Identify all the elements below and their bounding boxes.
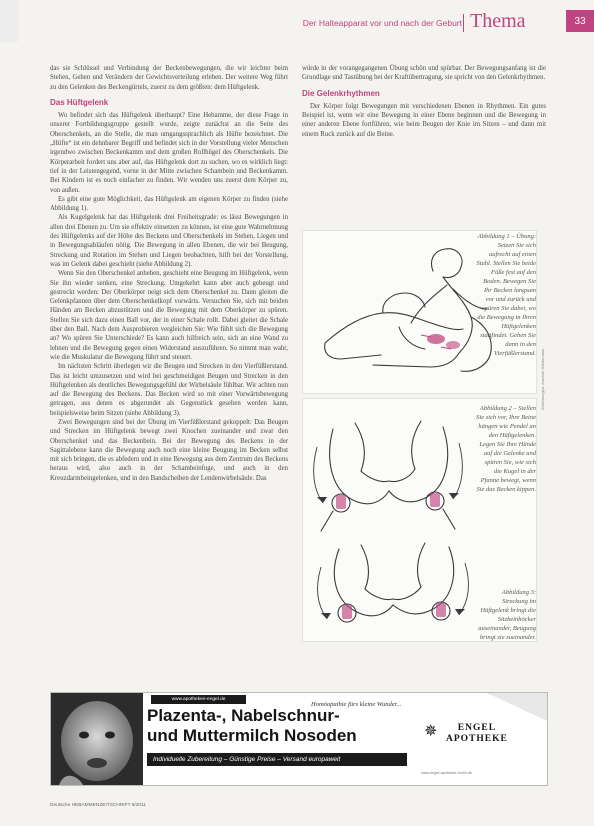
baby-photo xyxy=(51,693,143,785)
ad-brand xyxy=(446,723,508,745)
header-divider xyxy=(463,14,464,32)
ad-url-top[interactable]: www.apotheken-engel.de xyxy=(151,695,246,704)
advertisement[interactable] xyxy=(50,692,548,786)
paragraph: Wo befindet sich das Hüftgelenk überhaupt? Eine Hebamme, der diese Frage in unserer Fortbildungsgruppe gestellt wurde, zeigte zunächst an die Seite des Oberschenkels, an die Stelle, die man umgangssprachlich als Hüfte bezeichnet. Die „Hüfte“ ist ein dehnbarer Begriff und befindet sich in der Vorstellung vieler Menschen irgendwo zwischen Beckenkamm und dem großen Rollhügel des Oberschenkels. Die Körperarbeit fordert uns aber auf, das Hüftgelenk dort zu suchen, wo es wirklich liegt: tief in der Leistengegend, vorne in der Mitte zwischen Schambein und Beckenkamm. Bei Kindern ist es noch einfacher zu finden. Wir wenden uns zuerst dem Körper zu, von außen. xyxy=(50,112,288,194)
ad-brand-line-2: APOTHEKE xyxy=(446,734,508,744)
ad-headline-line-1: Plazenta-, Nabelschnur- xyxy=(147,706,340,725)
header-section: Thema xyxy=(470,10,526,32)
paragraph: das sie Schlüssel und Verbindung der Beckenbewegungen, die wir leichter beim Stehen, Gehen und Verändern der Gewichtsverteilung erleben. Der weitere Weg führt zu den Gelenken des Beckengürtels, zuerst zu dem größten: dem Hüftgelenk. xyxy=(50,65,288,91)
figure-credit: Zeichnungen: Annette Wiedemann xyxy=(540,348,545,410)
paragraph: Als Kugelgelenk hat das Hüftgelenk drei Freiheitsgrade: es lässt Bewegungen in allen drei Ebenen zu. Um sie effektiv einsetzen zu können, ist eine gute Wahrnehmung des Hüftgelenks auf der Höhe des Beckens und Oberschenkels im Stehen, Liegen und in Bewegungsabläufen nötig. Die Bewegung in allen Ebenen, die wir bei Beugung, Streckung und Rotation im Stehen und Liegen beobachten, hilft bei der Vorstellung, was im Gelenk dabei geschieht (siehe Abbildung 2). xyxy=(50,214,288,268)
paragraph: Der Körper folgt Bewegungen mit verschiedenen Ebenen in Rhythmen. Ein gutes Beispiel ist, wenn wir eine Bewegung in einer Ebene beginnen und die Bewegung in einer anderen Ebene fortführen, wie beim Beugen der Knie im Sitzen – und dann mit einem Ruck zurück auf die Beine. xyxy=(302,102,546,138)
paragraph: Zwei Bewegungen sind bei der Übung im Vierfüßlerstand gekoppelt: Das Beugen und Strecken im Hüftgelenk bewegt zwei Knochen zueinander und zwar den Oberschenkel und das Beckenbein. Bei der Bewegung des Beckens in der Sagittalebene kann die Bewegung auch noch eine kleine Beugung im Becken selbst mit sich bringen, die es abfedern und in eine Bewegung aus dem Zentrum des Beckens heraus wird, also auch in der Schambeinfuge, und auch in den Kreuzdarmbeingelenken, und in den Bandscheiben der Lendenwirbelsäule. Das xyxy=(50,418,288,482)
right-column xyxy=(302,64,546,139)
header-subtitle: Der Halteapparat vor und nach der Geburt xyxy=(302,18,462,28)
page-number: 33 xyxy=(566,10,594,32)
figure-1-caption: Abbildung 1 – Übung: Setzen Sie sich aufrecht auf einen Stuhl. Stellen Sie beide Füße fest auf den Boden. Bewegen Sie Ihr Becken langsam vor und zurück und spüren Sie dabei, wo die Bewegung in Ihren Hüftgelenken stattfindet. Gehen Sie dann in den Vierfüßlerstand. xyxy=(476,233,536,357)
ad-headline xyxy=(147,706,357,746)
paragraph: Es gibt eine gute Möglichkeit, das Hüftgelenk am eigenen Körper zu finden (siehe Abbildung 1). xyxy=(50,195,288,213)
paragraph: würde in der vorangegangenen Übung schön und spürbar. Der Bewegungsanfang ist die Grundlage und Tastübung bei der Kraftübertragung, sie spricht von den Gelenkrhythmen. xyxy=(302,65,546,82)
page-margin-tab xyxy=(0,0,18,42)
figure-2-caption: Abbildung 2 – Stellen Sie sich vor, Ihre Beine hängen wie Pendel an den Hüftgelenken. Legen Sie Ihre Hände auf die Gelenke und spüren Sie, wie sich die Kugel in der Pfanne bewegt, wenn Sie das Becken kippen. xyxy=(476,405,536,493)
figure-3-caption: Abbildung 3: Streckung im Hüftgelenk bringt die Sitzbeinhöcker auseinander, Beugung bringt sie zueinander. xyxy=(478,589,536,641)
ad-handwriting: Homöopathie fürs kleine Wunder... xyxy=(311,701,402,708)
ad-tagline: Individuelle Zubereitung – Günstige Preise – Versand europaweit xyxy=(147,753,407,766)
angel-logo-icon: ✵ xyxy=(424,721,438,740)
section-heading: Die Gelenkrhythmen xyxy=(302,88,380,98)
paragraph: Im nächsten Schritt überlegen wir die Beugen und Strecken in den Vierfüßlerstand. Das ist leicht umzusetzen und wird bei geschmeidigen Beugen und Strecken in den Hüftgelenken als deutliches Bewegungsgefühl der Wirbelsäule fühlbar. Wir achten nun auf die Bewegung des Beckens. Das Becken wird so mit einer Vorwärtsbewegung getragen, aus denen es abgerundet als Gegenstück gesehen werden kann, beispielsweise beim Sitzen (siehe Abbildung 3). xyxy=(50,363,288,417)
page-footer: Deutsche HEBAMMENZEITSCHRIFT 8/2011 xyxy=(50,803,147,808)
section-heading: Das Hüftgelenk xyxy=(50,97,109,107)
ad-headline-line-2: und Muttermilch Nosoden xyxy=(147,726,357,745)
ad-brand-line-1: ENGEL xyxy=(457,723,497,733)
ad-url-bottom[interactable]: www.engel-apotheke-berlin.de xyxy=(421,771,473,775)
left-column xyxy=(50,64,288,483)
ad-corner-banner xyxy=(483,693,547,721)
paragraph: Wenn Sie den Oberschenkel anheben, geschieht eine Beugung im Hüftgelenk, wenn Sie ihn wieder senken, eine Streckung. Umgekehrt kann aber auch gebeugt und gestreckt werden: Der Oberkörper neigt sich dem Oberschenkel zu. Dann gleiten die Gelenkpfannen über dem Oberschenkelkopf vorwärts. Versuchen Sie, sich mit beiden Händen am Becken abzustützen und die Bewegung mit dem Oberkörper zu spüren. Stellen Sie sich dazu einen Ball vor, der in einer Schale rollt. Dabei gleitet die Schale über den Ball. Nach dem Ausprobieren vergleichen Sie: Wie fühlt sich die Bewegung an? Wo spüren Sie Unterschiede? Es kann auch hilfreich sein, sich an eine Wand zu lehnen und die Bewegung gegen einen Widerstand auszuführen. So nimmt man wahr, wie die Muskulatur die Bewegung führt und steuert. xyxy=(50,270,288,361)
